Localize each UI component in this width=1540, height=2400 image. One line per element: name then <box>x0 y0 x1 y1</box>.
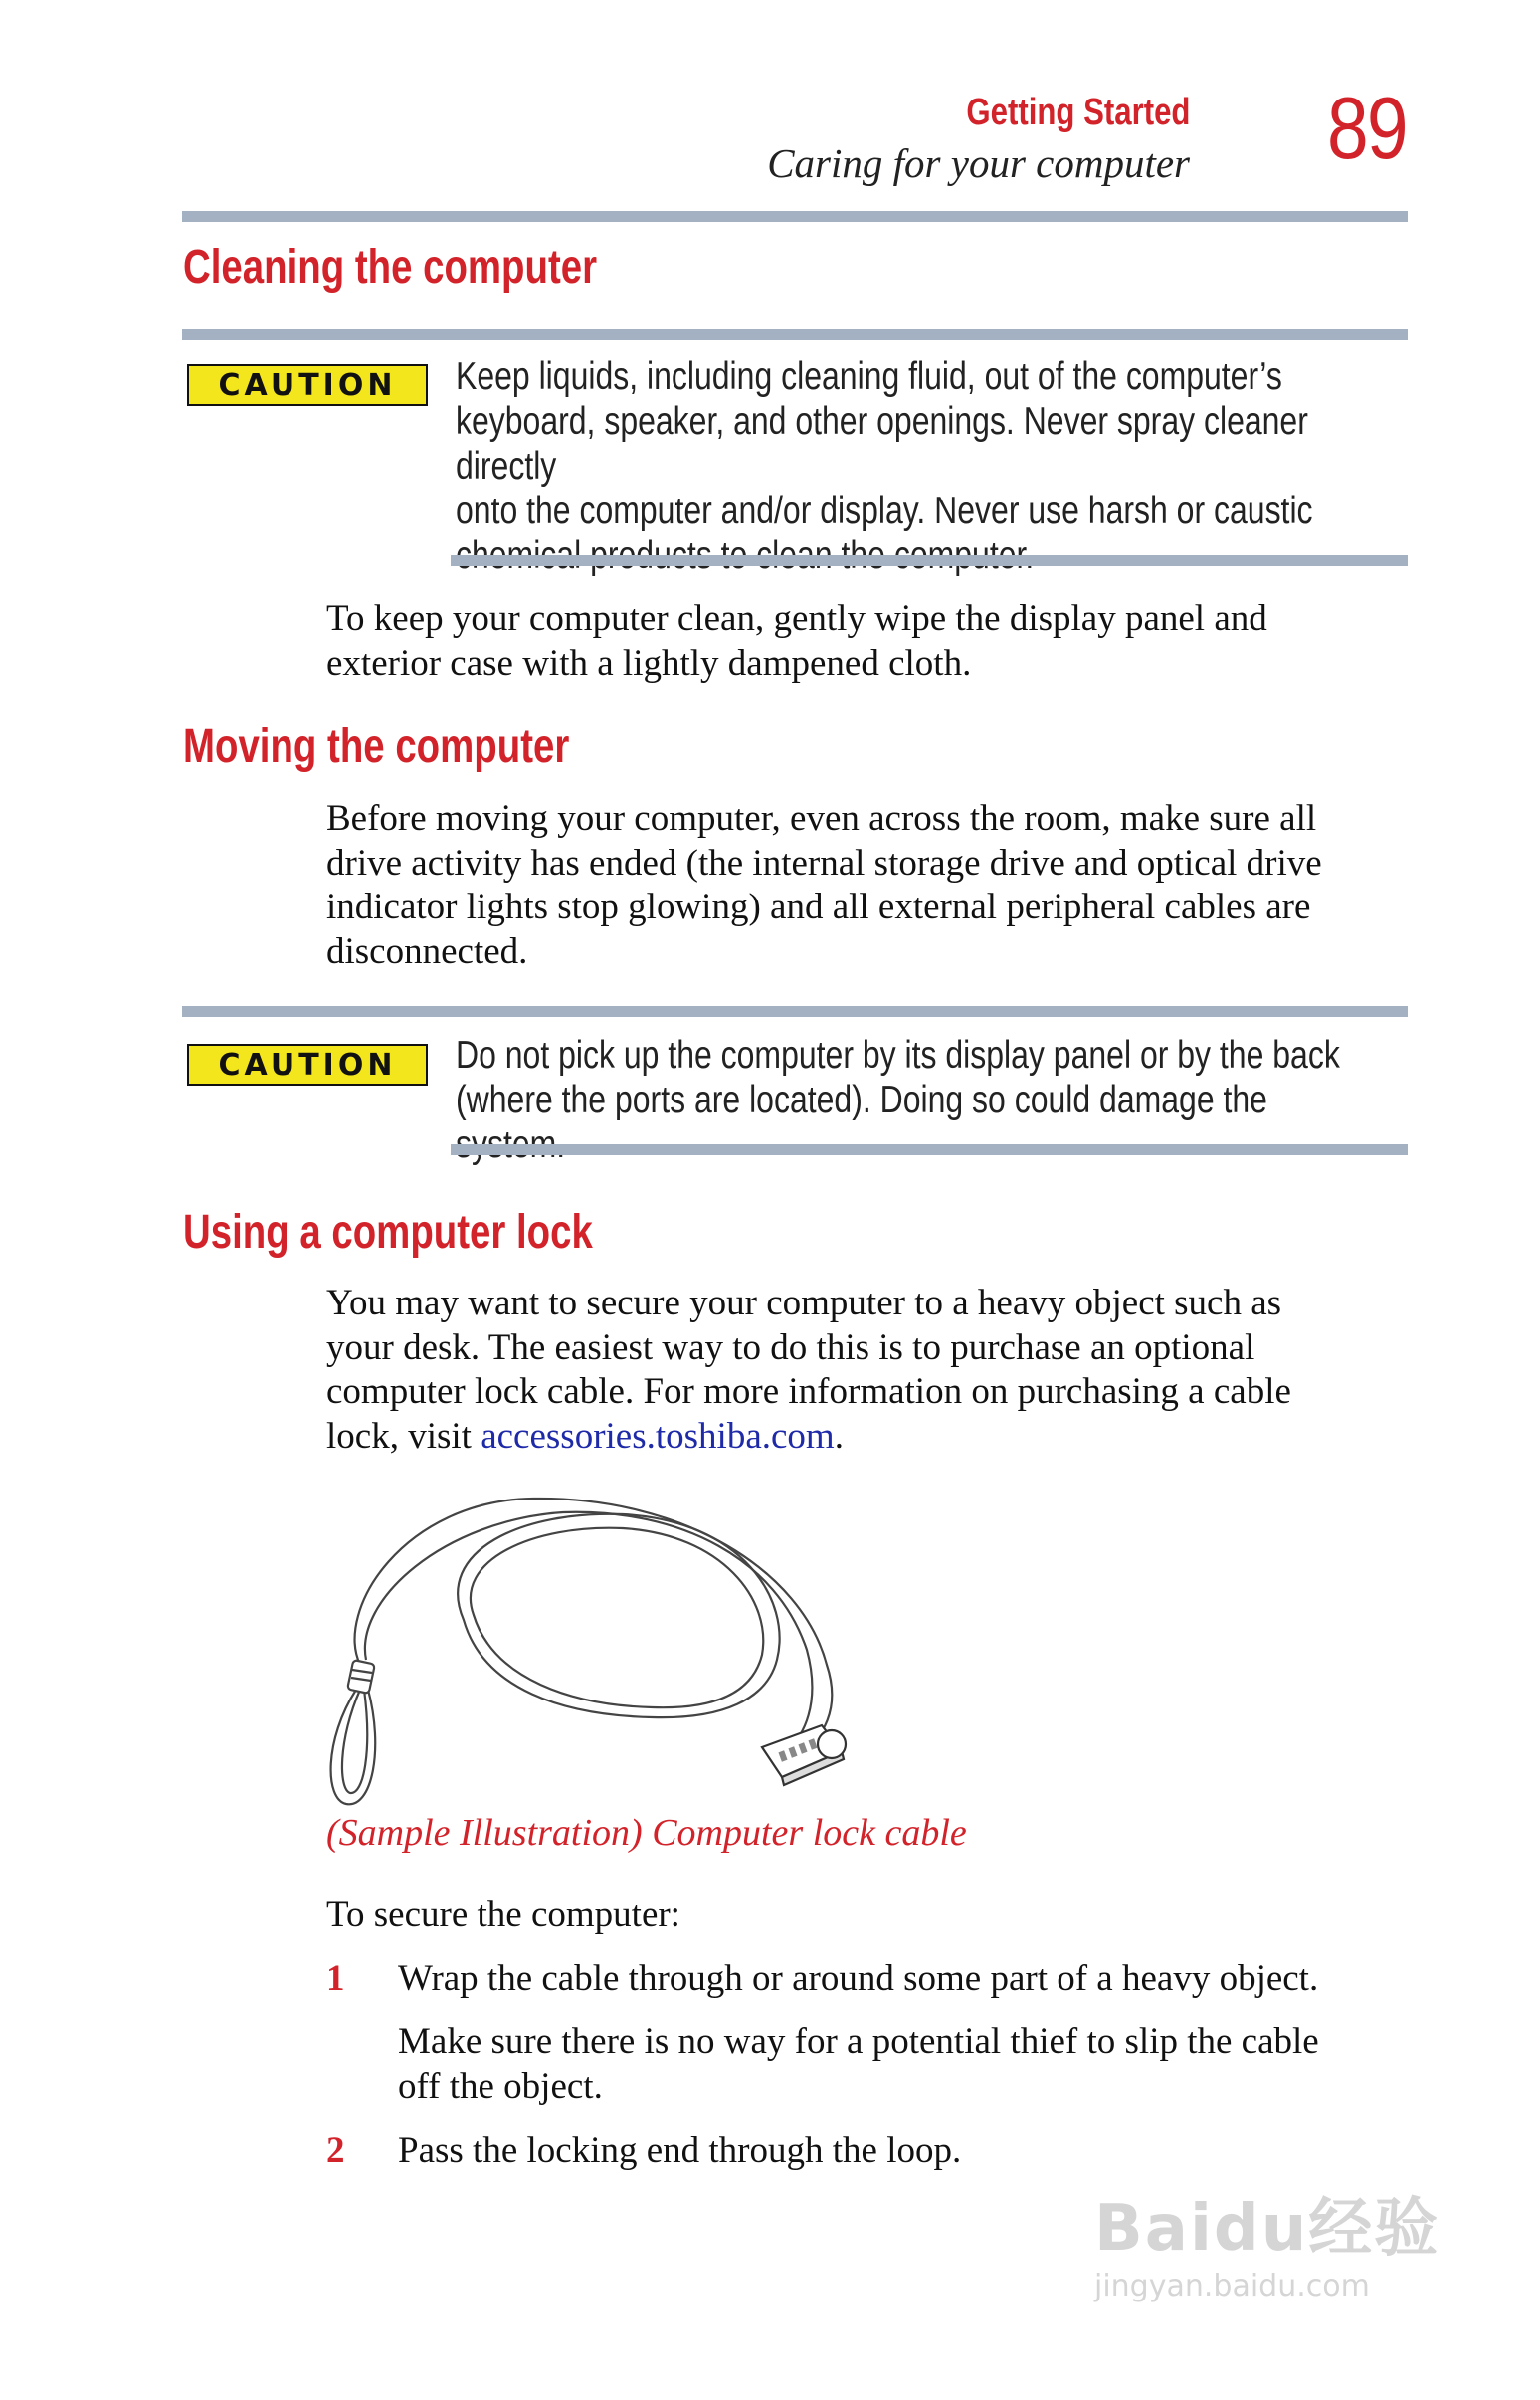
caution-line: onto the computer and/or display. Never use harsh or caustic <box>456 490 1313 532</box>
paragraph-line: Before moving your computer, even across the room, make sure all <box>326 798 1317 839</box>
step-note <box>398 2020 1403 2108</box>
paragraph-line: exterior case with a lightly dampened cloth. <box>326 642 972 684</box>
accessories-link[interactable]: accessories.toshiba.com <box>481 1415 835 1457</box>
step-text <box>398 1957 1403 2002</box>
cable-loop <box>342 1690 367 1793</box>
lock-line-suffix: . <box>834 1415 844 1457</box>
lock-paragraph <box>326 1282 1411 1459</box>
moving-heading: Moving the computer <box>183 720 570 773</box>
caution-bottom-rule <box>451 1144 1408 1155</box>
watermark-sub: jingyan.baidu.com <box>1094 2269 1370 2303</box>
cable-strand <box>458 1514 779 1717</box>
paragraph-line: To keep your computer clean, gently wipe the display panel and <box>326 598 1267 639</box>
watermark-main: Baidu经验 <box>1094 2192 1441 2266</box>
figure-caption: (Sample Illustration) Computer lock cable <box>326 1812 967 1854</box>
paragraph-line: disconnected. <box>326 930 528 972</box>
lock-heading: Using a computer lock <box>183 1206 593 1259</box>
caution-badge <box>187 1044 428 1086</box>
lock-cable-illustration <box>324 1491 862 1819</box>
step-note-line: Make sure there is no way for a potential thief to slip the cable <box>398 2021 1319 2062</box>
paragraph-line: indicator lights stop glowing) and all external peripheral cables are <box>326 887 1311 927</box>
step-line: Wrap the cable through or around some part of a heavy object. <box>398 1958 1319 1999</box>
caution-badge <box>187 364 428 406</box>
step-number: 2 <box>326 2130 345 2171</box>
lock-line-prefix: lock, visit <box>326 1415 481 1457</box>
step-number: 1 <box>326 1958 345 1999</box>
caution-top-rule <box>182 1006 1408 1017</box>
caution-label: CAUTION <box>218 367 397 403</box>
paragraph-line <box>326 1415 1411 1460</box>
cable-strand <box>471 1528 763 1707</box>
caution-text-cleaning <box>456 354 1369 578</box>
caution-line: (where the ports are located). Doing so could damage the <box>456 1079 1267 1121</box>
caution-bottom-rule <box>451 555 1408 566</box>
paragraph-line: your desk. The easiest way to do this is to purchase an optional <box>326 1326 1255 1368</box>
step-text <box>398 2129 1403 2174</box>
step-line: Pass the locking end through the loop. <box>398 2130 962 2171</box>
page-number: 89 <box>1327 79 1407 177</box>
step-note-line: off the object. <box>398 2065 603 2106</box>
moving-paragraph <box>326 797 1411 974</box>
caution-label: CAUTION <box>218 1047 397 1083</box>
caution-line: Keep liquids, including cleaning fluid, out of the computer’s <box>456 355 1282 398</box>
caution-line: keyboard, speaker, and other openings. Never spray cleaner directly <box>456 400 1308 488</box>
secure-intro: To secure the computer: <box>326 1895 680 1935</box>
paragraph-line: drive activity has ended (the internal storage drive and optical drive <box>326 842 1322 884</box>
paragraph-line: computer lock cable. For more information on purchasing a cable <box>326 1371 1291 1412</box>
running-header-subsection: Caring for your computer <box>767 140 1190 186</box>
running-header-section: Getting Started <box>965 92 1190 133</box>
lock-cap <box>818 1730 846 1758</box>
baidu-watermark <box>1094 2177 1440 2303</box>
caution-line: Do not pick up the computer by its display panel or by the back <box>456 1034 1340 1077</box>
cleaning-paragraph <box>326 597 1411 686</box>
caution-top-rule <box>182 329 1408 340</box>
header-divider <box>182 211 1408 222</box>
cable-strand <box>355 1499 833 1751</box>
paragraph-line: You may want to secure your computer to a heavy object such as <box>326 1283 1282 1323</box>
cleaning-heading: Cleaning the computer <box>183 241 598 294</box>
lock-head <box>762 1725 846 1785</box>
